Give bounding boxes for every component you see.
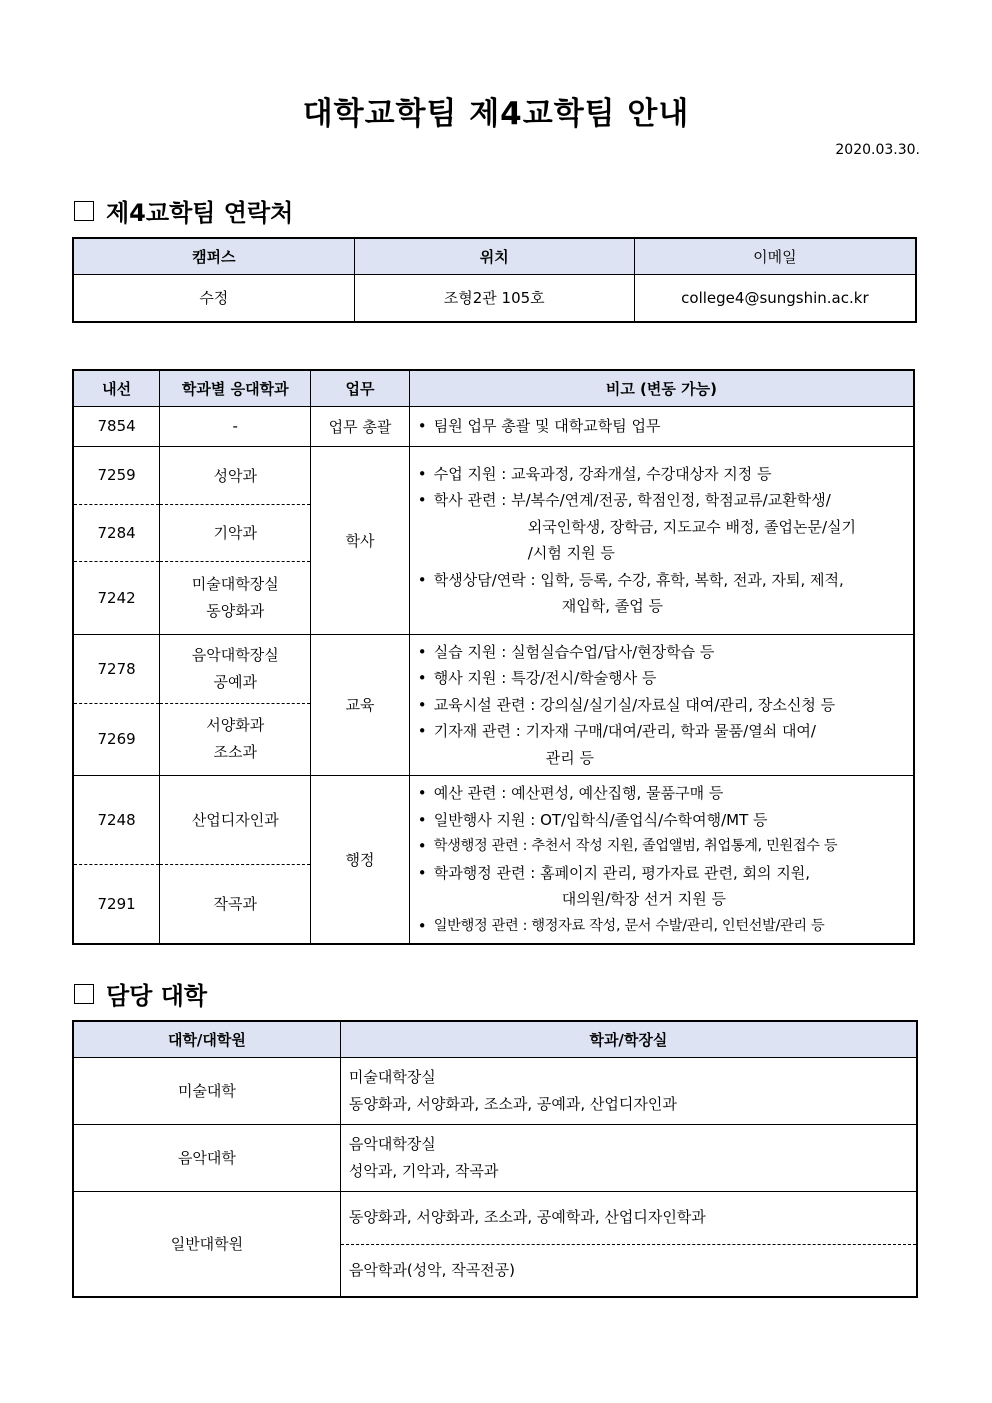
college-departments-cell: 음악대학장실 성악과, 기악과, 작곡과 <box>340 1124 917 1191</box>
table-row <box>73 446 914 504</box>
table-row <box>73 1191 917 1244</box>
col-header-notes: 비고 (변동 가능) <box>409 370 914 406</box>
extension-cell: 7278 <box>73 634 160 703</box>
college-departments-cell: 미술대학장실 동양화과, 서양화과, 조소과, 공예과, 산업디자인과 <box>340 1057 917 1124</box>
note-item: • 수업 지원 : 교육과정, 강좌개설, 수강대상자 지정 등 <box>417 464 772 483</box>
note-item: • 일반행사 지원 : OT/입학식/졸업식/수학여행/MT 등 <box>417 810 768 829</box>
department-cell: 기악과 <box>160 504 311 561</box>
notes-cell <box>409 446 914 634</box>
col-header-location: 위치 <box>354 238 634 274</box>
table-row <box>73 634 914 703</box>
college-name-cell: 음악대학 <box>73 1124 340 1191</box>
college-name-cell: 일반대학원 <box>73 1191 340 1297</box>
work-cell: 행정 <box>311 776 409 945</box>
note-item: • 학생행정 관련 : 추천서 작성 지원, 졸업앨범, 취업통계, 민원접수 등 <box>417 837 838 855</box>
notes-cell <box>409 634 914 776</box>
work-cell: 업무 총괄 <box>311 406 409 446</box>
extension-cell: 7269 <box>73 703 160 775</box>
col-header-extension: 내선 <box>73 370 160 406</box>
department-cell: 미술대학장실 동양화과 <box>160 561 311 634</box>
col-header-campus: 캠퍼스 <box>73 238 354 274</box>
note-item: • 예산 관련 : 예산편성, 예산집행, 물품구매 등 <box>417 784 724 802</box>
department-cell: 서양화과 조소과 <box>160 703 311 775</box>
col-header-work: 업무 <box>311 370 409 406</box>
col-header-departments: 학과/학장실 <box>340 1021 917 1057</box>
note-item: • 학사 관련 : 부/복수/연계/전공, 학점인정, 학점교류/교환학생/ 외국인학생, 장학금, 지도교수 배정, 졸업논문/실기 /시험 지원 등 <box>417 491 857 562</box>
work-cell: 교육 <box>311 634 409 776</box>
notes-cell <box>409 406 914 446</box>
work-cell: 학사 <box>311 446 409 634</box>
extension-cell: 7242 <box>73 561 160 634</box>
department-cell: 음악대학장실 공예과 <box>160 634 311 703</box>
checkbox-square-icon <box>74 201 94 221</box>
section-heading-text: 제4교학팀 연락처 <box>106 199 294 227</box>
note-item: • 행사 지원 : 특강/전시/학술행사 등 <box>417 669 657 687</box>
note-item: • 교육시설 관련 : 강의실/실기실/자료실 대여/관리, 장소신청 등 <box>417 695 836 714</box>
table-row <box>73 776 914 865</box>
note-item: • 학과행정 관련 : 홈페이지 관리, 평가자료 관련, 회의 지원, 대의원/학장 선거 지원 등 <box>417 863 811 908</box>
section-heading-contact <box>74 193 293 228</box>
extension-cell: 7259 <box>73 446 160 504</box>
campus-value: 수정 <box>73 274 354 322</box>
college-departments-cell: 동양화과, 서양화과, 조소과, 공예학과, 산업디자인학과 <box>340 1191 917 1244</box>
location-value: 조형2관 105호 <box>354 274 634 322</box>
extension-cell: 7284 <box>73 504 160 561</box>
note-item: • 기자재 관련 : 기자재 구매/대여/관리, 학과 물품/열쇠 대여/ 관리 등 <box>417 722 816 767</box>
contact-table <box>72 237 917 323</box>
document-date: 2020.03.30. <box>835 142 920 158</box>
note-item: • 팀원 업무 총괄 및 대학교학팀 업무 <box>417 416 661 435</box>
document-title: 대학교학팀 제4교학팀 안내 <box>302 96 690 132</box>
department-cell: 산업디자인과 <box>160 776 311 865</box>
college-name-cell: 미술대학 <box>73 1057 340 1124</box>
table-row <box>73 1124 917 1191</box>
email-value: college4@sungshin.ac.kr <box>634 274 916 322</box>
department-cell: 성악과 <box>160 446 311 504</box>
col-header-email: 이메일 <box>634 238 916 274</box>
checkbox-square-icon <box>74 984 94 1004</box>
section-heading-colleges <box>74 976 207 1011</box>
col-header-department: 학과별 응대학과 <box>160 370 311 406</box>
note-item: • 학생상담/연락 : 입학, 등록, 수강, 휴학, 복학, 전과, 자퇴, 제적, 재입학, 졸업 등 <box>417 570 844 615</box>
table-row <box>73 1057 917 1124</box>
staff-table <box>72 369 915 945</box>
note-item: • 실습 지원 : 실험실습수업/답사/현장학습 등 <box>417 642 715 661</box>
department-cell: 작곡과 <box>160 864 311 944</box>
table-row <box>73 406 914 446</box>
extension-cell: 7854 <box>73 406 160 446</box>
note-item: • 일반행정 관련 : 행정자료 작성, 문서 수발/관리, 인턴선발/관리 등 <box>417 916 825 935</box>
extension-cell: 7291 <box>73 864 160 944</box>
notes-cell <box>409 776 914 945</box>
section-heading-text: 담당 대학 <box>106 982 208 1010</box>
col-header-college: 대학/대학원 <box>73 1021 340 1057</box>
department-cell: - <box>160 406 311 446</box>
colleges-table <box>72 1020 918 1298</box>
extension-cell: 7248 <box>73 776 160 865</box>
college-departments-cell: 음악학과(성악, 작곡전공) <box>340 1244 917 1297</box>
